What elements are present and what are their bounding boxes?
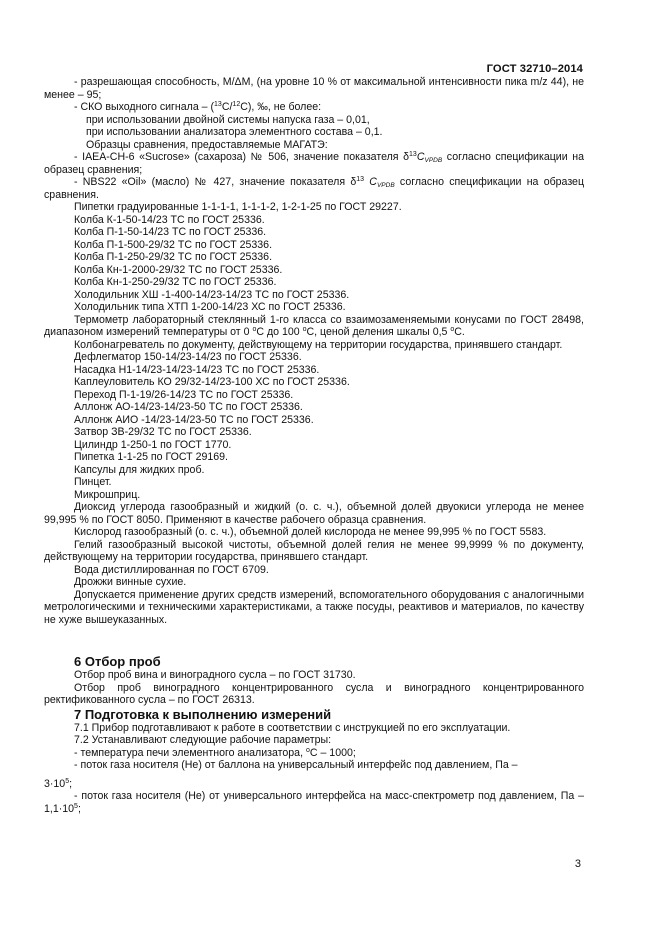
text-fragment: 3·10 [44, 777, 66, 790]
text-line: Капсулы для жидких проб. [74, 463, 205, 476]
text-line: Холодильник типа ХТП 1-200-14/23 ХС по ГОСТ 25336. [74, 301, 346, 313]
text-line [44, 176, 584, 201]
text-line: при использовании анализатора элементного состава – 0,1. [86, 126, 383, 138]
text-fragment: C [364, 176, 377, 188]
text-line: Дрожжи винные сухие. [74, 576, 187, 588]
text-fragment: С – 1000; [309, 746, 356, 759]
degree-sign: о [252, 326, 257, 333]
degree-sign: о [450, 326, 455, 333]
text-line: Диоксид углерода газообразный и жидкий (о. с. ч.), объемной долей двуокиси углерода не менее 99,995 % по ГОСТ 8050. Применяют в качестве рабочего образца сравнения. [44, 501, 584, 526]
text-line: Кислород газообразный (о. с. ч.), объемной долей кислорода не менее 99,995 % по ГОСТ 5583. [74, 526, 547, 538]
text-line: Пипетки градуированные 1-1-1-1, 1-1-1-2, 1-2-1-25 по ГОСТ 29227. [74, 201, 402, 213]
text-line: Допускается применение других средств измерений, вспомогательного оборудования с аналогичными метрологическими и техническими характеристиками, а также посуды, реактивов и материалов, по качеству не хуже вышеуказанных. [44, 588, 584, 626]
text-line: Цилиндр 1-250-1 по ГОСТ 1770. [74, 438, 232, 451]
text-line: Вода дистиллированная по ГОСТ 6709. [74, 563, 269, 576]
text-fragment: C [416, 151, 425, 163]
section-7-heading: 7 Подготовка к выполнению измерений [74, 706, 332, 722]
text-line: Аллонж АИО -14/23-14/23-50 ТС по ГОСТ 25336. [74, 413, 314, 426]
text-line: Колба П-1-50-14/23 ТС по ГОСТ 25336. [74, 226, 267, 238]
text-fragment: С, ценой деления шкалы 0,5 [306, 326, 451, 338]
text-line: Образцы сравнения, предоставляемые МАГАТЭ: [86, 138, 328, 151]
text-fragment: - СКО выходного сигнала – ( [74, 101, 215, 113]
text-fragment: С до 100 [256, 326, 303, 338]
text-line [44, 778, 584, 791]
subscript: VPDB [424, 157, 443, 164]
text-fragment: - NBS22 «Oil» (масло) № 427, значение показателя δ [74, 176, 357, 188]
text-line: Отбор проб вина и виноградного сусла – по ГОСТ 31730. [74, 669, 356, 681]
text-line: Отбор проб виноградного концентрированного сусла и виноградного концентрированного ректификованного сусла – по ГОСТ 26313. [44, 681, 584, 706]
text-line: Колба П-1-250-29/32 ТС по ГОСТ 25336. [74, 251, 273, 263]
text-fragment: C), ‰, не более: [240, 101, 322, 113]
text-line: Гелий газообразный высокой чистоты, объемной долей гелия не менее 99,9999 % по документу, действующему на территории государства, принявшего стандарт. [44, 538, 584, 563]
text-line [44, 101, 584, 114]
text-line: Дефлегматор 150-14/23-14/23 по ГОСТ 25336. [74, 351, 302, 363]
text-line: Холодильник ХШ -1-400-14/23-14/23 ТС по ГОСТ 25336. [74, 288, 350, 301]
superscript: 12 [232, 101, 241, 108]
text-line: Переход П-1-19/26-14/23 ТС по ГОСТ 25336. [74, 388, 294, 401]
text-fragment: - температура печи элементного анализатора, [74, 746, 306, 759]
degree-sign: о [305, 746, 310, 754]
section-gap [44, 626, 584, 654]
text-line: Колба П-1-500-29/32 ТС по ГОСТ 25336. [74, 238, 273, 251]
text-line: - разрешающая способность, M/ΔM, (на уровне 10 % от максимальной интенсивности пика m/z 44), не менее – 95; [44, 76, 584, 101]
text-line: Микрошприц. [74, 488, 141, 501]
text-fragment: ; [69, 777, 73, 790]
page-content [44, 76, 584, 815]
text-fragment: согласно спецификации на образец сравнения. [44, 176, 585, 201]
text-line: 7.1 Прибор подготавливают к работе в соответствии с инструкцией по его эксплуатации. [74, 721, 511, 734]
section-6-heading: 6 Отбор проб [74, 654, 161, 669]
text-fragment: С. [454, 326, 465, 338]
text-fragment: Термометр лабораторный стеклянный 1-го класса со взаимозаменяемыми конусами по ГОСТ 28498, диапазоном измерений температуры от 0 [44, 313, 584, 338]
text-line: Пинцет. [74, 476, 112, 488]
text-fragment: C/ [221, 101, 233, 113]
text-line: Колбонагреватель по документу, действующему на территории государства, принявшего стандарт. [74, 338, 563, 351]
text-fragment: согласно спецификации на образец сравнения; [44, 151, 584, 176]
subscript: VPDB [376, 182, 395, 189]
superscript: 13 [356, 176, 365, 183]
text-line [44, 151, 584, 176]
superscript: 13 [409, 151, 417, 158]
superscript: 5 [74, 802, 78, 810]
text-line: при использовании двойной системы напуска газа – 0,01, [86, 113, 370, 126]
text-fragment: - IAEA-CH-6 «Sucrose» (сахароза) № 506, значение показателя δ [74, 151, 410, 163]
text-line [44, 747, 584, 760]
text-line: Аллонж АО-14/23-14/23-50 ТС по ГОСТ 25336. [74, 401, 303, 413]
superscript: 5 [65, 777, 70, 785]
text-line: Каплеуловитель КО 29/32-14/23-100 ХС по ГОСТ 25336. [74, 376, 350, 388]
degree-sign: о [302, 326, 307, 333]
text-line: Колба Кн-1-250-29/32 ТС по ГОСТ 25336. [74, 276, 277, 288]
text-fragment: ; [77, 802, 81, 815]
text-line: Пипетка 1-1-25 по ГОСТ 29169. [74, 451, 228, 463]
text-line: Колба Кн-1-2000-29/32 ТС по ГОСТ 25336. [74, 263, 283, 276]
text-line: Затвор ЗВ-29/32 ТС по ГОСТ 25336. [74, 426, 252, 438]
page-number: 3 [574, 858, 581, 870]
standard-header: ГОСТ 32710–2014 [486, 63, 583, 75]
superscript: 13 [214, 101, 222, 108]
text-line: - поток газа носителя (Не) от баллона на универсальный интерфейс под давлением, Па – [74, 759, 518, 771]
text-fragment: - поток газа носителя (Не) от универсального интерфейса на масс-спектрометр под давлением, Па – 1,1·10 [44, 790, 584, 815]
text-line [44, 790, 584, 815]
text-line [44, 314, 584, 339]
text-line: 7.2 Устанавливают следующие рабочие параметры: [74, 734, 332, 746]
text-line: Колба К-1-50-14/23 ТС по ГОСТ 25336. [74, 213, 265, 226]
text-line: Насадка Н1-14/23-14/23-14/23 ТС по ГОСТ 25336. [74, 363, 320, 376]
